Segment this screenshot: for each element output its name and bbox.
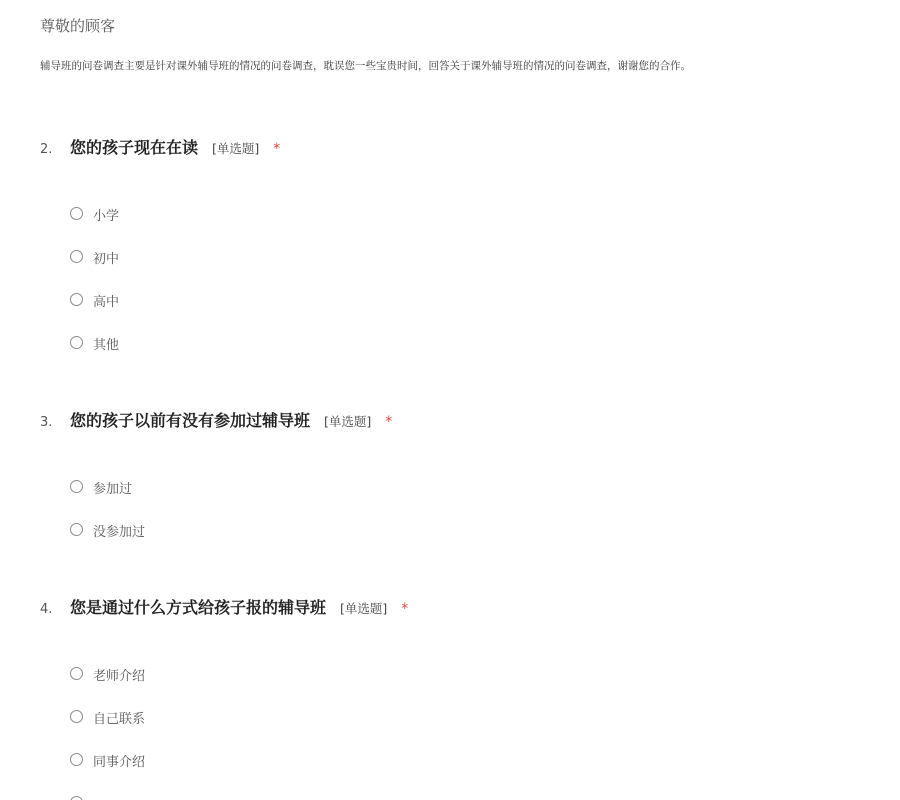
question-header xyxy=(40,135,860,159)
required-marker: * xyxy=(385,414,393,430)
question-title: 您是通过什么方式给孩子报的辅导班 xyxy=(70,598,327,617)
radio-button[interactable] xyxy=(70,796,83,800)
option-label: 没参加过 xyxy=(93,524,146,540)
options-list xyxy=(70,468,145,554)
radio-button[interactable] xyxy=(70,710,83,723)
greeting-title: 尊敬的顾客 xyxy=(40,17,116,35)
option-primary-school[interactable] xyxy=(70,195,119,238)
option-label: 高中 xyxy=(93,294,120,310)
radio-button[interactable] xyxy=(70,753,83,766)
question-type: [单选题] xyxy=(324,414,372,429)
radio-button[interactable] xyxy=(70,480,83,493)
option-label: 同事介绍 xyxy=(93,754,146,770)
survey-intro: 辅导班的问卷调查主要是针对课外辅导班的情况的问卷调查，耽误您一些宝贵时间，回答关于课外辅导班的情况的问卷调查，谢谢您的合作。 xyxy=(40,60,691,72)
option-not-attended[interactable] xyxy=(70,511,145,554)
option-colleague-referral[interactable] xyxy=(70,741,145,784)
option-self-contact[interactable] xyxy=(70,698,145,741)
radio-button[interactable] xyxy=(70,207,83,220)
option-label: 自己联系 xyxy=(93,711,146,727)
question-number: 2. xyxy=(40,142,53,157)
options-list xyxy=(70,195,119,367)
option-junior-high[interactable] xyxy=(70,238,119,281)
required-marker: * xyxy=(401,601,409,617)
question-3 xyxy=(40,408,860,540)
option-label: 参加过 xyxy=(93,481,133,497)
question-title: 您的孩子以前有没有参加过辅导班 xyxy=(70,411,311,430)
radio-button[interactable] xyxy=(70,336,83,349)
question-type: [单选题] xyxy=(212,141,260,156)
option-teacher-referral[interactable] xyxy=(70,655,145,698)
question-title: 您的孩子现在在读 xyxy=(70,138,199,157)
option-cut-off[interactable] xyxy=(70,784,145,800)
option-other[interactable] xyxy=(70,324,119,367)
question-header xyxy=(40,408,860,432)
question-4 xyxy=(40,595,860,770)
question-header xyxy=(40,595,860,619)
option-label: 老师介绍 xyxy=(93,668,146,684)
radio-button[interactable] xyxy=(70,523,83,536)
option-label: 小学 xyxy=(93,208,120,224)
options-list xyxy=(70,655,145,800)
question-type: [单选题] xyxy=(340,601,388,616)
option-label: 初中 xyxy=(93,251,120,267)
radio-button[interactable] xyxy=(70,250,83,263)
option-attended[interactable] xyxy=(70,468,145,511)
question-2 xyxy=(40,135,860,353)
option-label: 其他 xyxy=(93,337,120,353)
question-number: 3. xyxy=(40,415,53,430)
required-marker: * xyxy=(273,141,281,157)
question-number: 4. xyxy=(40,602,53,617)
radio-button[interactable] xyxy=(70,293,83,306)
option-senior-high[interactable] xyxy=(70,281,119,324)
radio-button[interactable] xyxy=(70,667,83,680)
